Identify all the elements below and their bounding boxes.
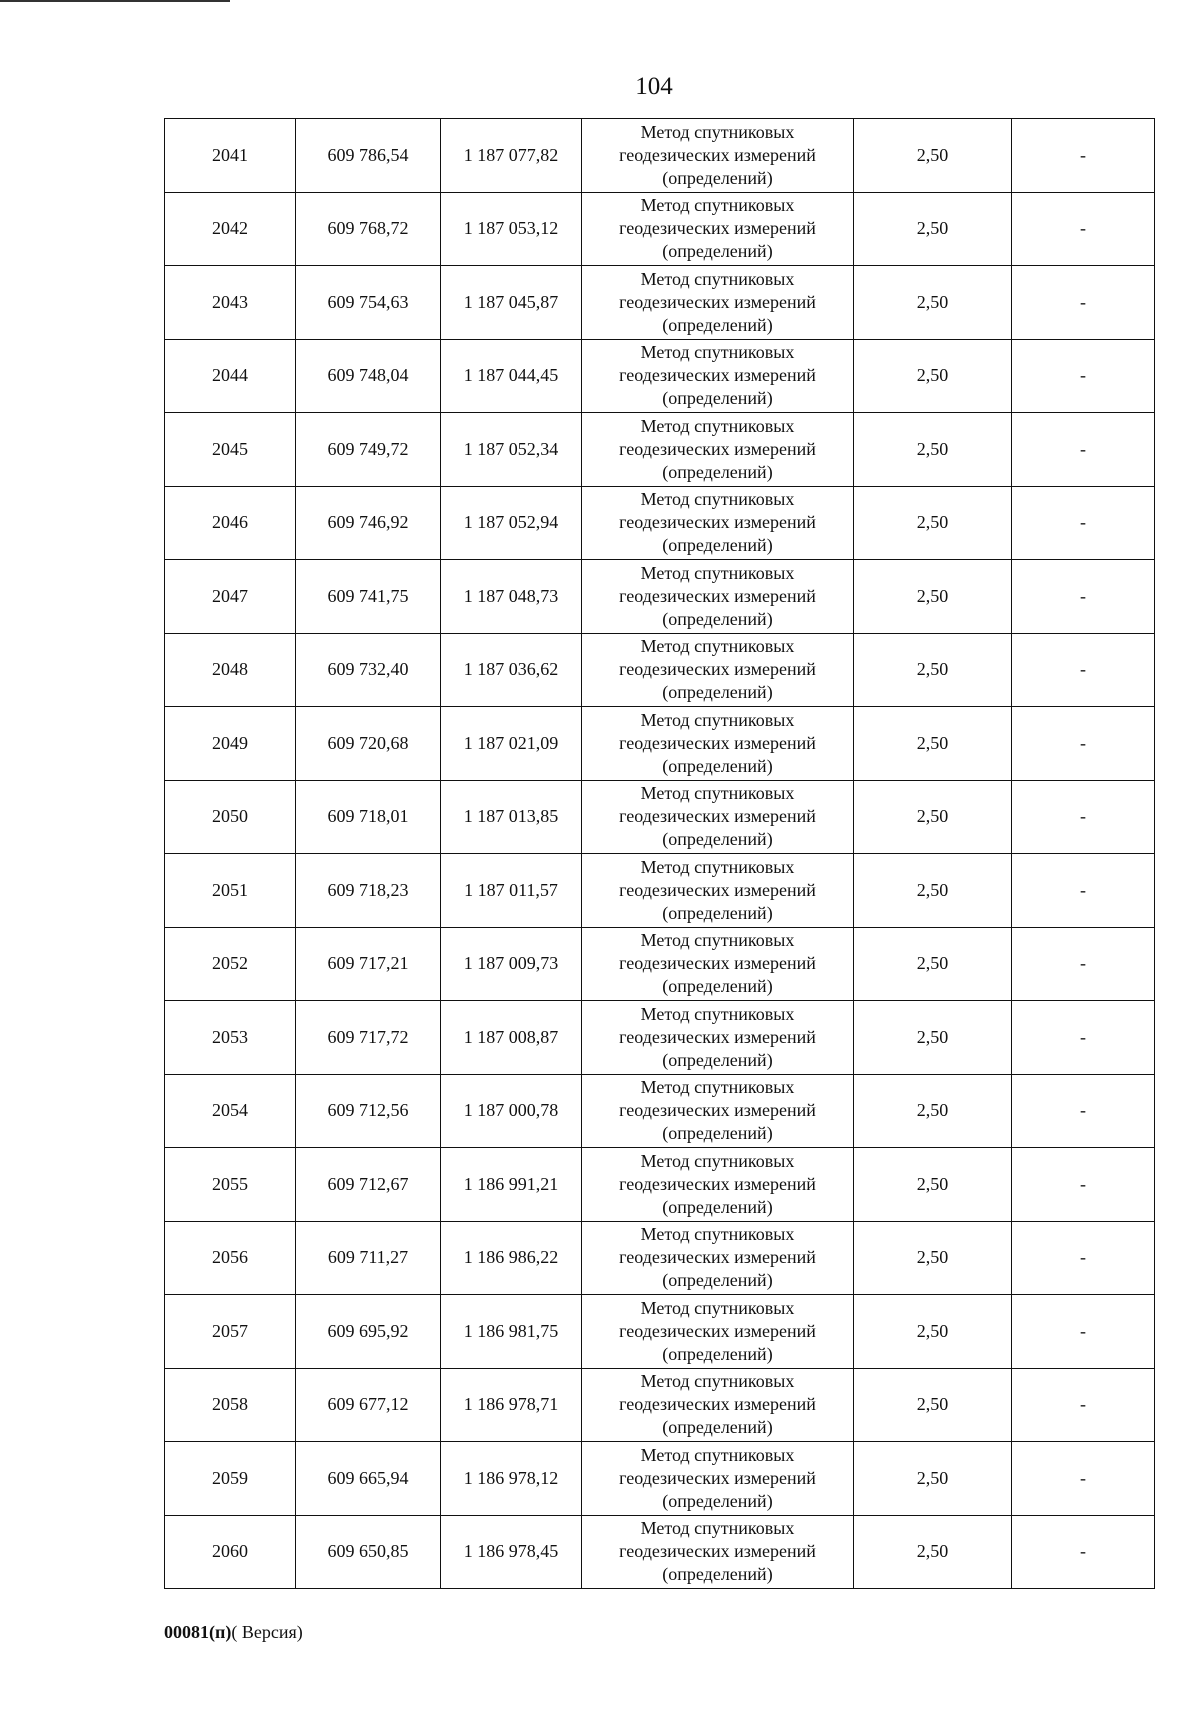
y-coordinate-cell: 1 186 981,75 bbox=[441, 1295, 582, 1369]
x-coordinate-cell: 609 746,92 bbox=[296, 486, 441, 560]
method-line: геодезических измерений bbox=[619, 1320, 816, 1341]
y-coordinate-cell: 1 187 077,82 bbox=[441, 119, 582, 193]
method-cell bbox=[582, 1001, 854, 1075]
description-cell: - bbox=[1012, 1368, 1155, 1442]
x-coordinate-cell: 609 718,23 bbox=[296, 854, 441, 928]
method-cell bbox=[582, 927, 854, 1001]
point-number-cell: 2054 bbox=[165, 1074, 296, 1148]
method-cell bbox=[582, 1074, 854, 1148]
method-cell bbox=[582, 560, 854, 634]
method-line: геодезических измерений bbox=[619, 1247, 816, 1268]
point-number-cell: 2051 bbox=[165, 854, 296, 928]
point-number-cell: 2060 bbox=[165, 1515, 296, 1589]
method-line: геодезических измерений bbox=[619, 1467, 816, 1488]
accuracy-cell: 2,50 bbox=[854, 1442, 1012, 1516]
table-row bbox=[165, 192, 1155, 266]
method-line: Метод спутниковых bbox=[640, 1444, 795, 1465]
description-cell: - bbox=[1012, 1148, 1155, 1222]
accuracy-cell: 2,50 bbox=[854, 266, 1012, 340]
method-line: геодезических измерений bbox=[619, 291, 816, 312]
method-line: (определений) bbox=[662, 314, 773, 335]
method-line: (определений) bbox=[662, 1417, 773, 1438]
method-line: (определений) bbox=[662, 1123, 773, 1144]
x-coordinate-cell: 609 677,12 bbox=[296, 1368, 441, 1442]
description-cell: - bbox=[1012, 192, 1155, 266]
point-number-cell: 2058 bbox=[165, 1368, 296, 1442]
y-coordinate-cell: 1 186 978,45 bbox=[441, 1515, 582, 1589]
accuracy-cell: 2,50 bbox=[854, 1515, 1012, 1589]
description-cell: - bbox=[1012, 413, 1155, 487]
method-cell bbox=[582, 1221, 854, 1295]
method-line: геодезических измерений bbox=[619, 1394, 816, 1415]
table-row bbox=[165, 780, 1155, 854]
accuracy-cell: 2,50 bbox=[854, 1148, 1012, 1222]
method-line: (определений) bbox=[662, 1564, 773, 1585]
method-line: Метод спутниковых bbox=[640, 1224, 795, 1245]
description-cell: - bbox=[1012, 1442, 1155, 1516]
point-number-cell: 2046 bbox=[165, 486, 296, 560]
document-version: ( Версия) bbox=[231, 1622, 303, 1642]
description-cell: - bbox=[1012, 486, 1155, 560]
document-code: 00081(п) bbox=[164, 1622, 232, 1642]
description-cell: - bbox=[1012, 707, 1155, 781]
method-line: Метод спутниковых bbox=[640, 856, 795, 877]
method-line: (определений) bbox=[662, 167, 773, 188]
y-coordinate-cell: 1 187 044,45 bbox=[441, 339, 582, 413]
y-coordinate-cell: 1 187 011,57 bbox=[441, 854, 582, 928]
method-line: Метод спутниковых bbox=[640, 489, 795, 510]
description-cell: - bbox=[1012, 266, 1155, 340]
method-line: геодезических измерений bbox=[619, 1026, 816, 1047]
method-line: (определений) bbox=[662, 976, 773, 997]
x-coordinate-cell: 609 748,04 bbox=[296, 339, 441, 413]
method-line: (определений) bbox=[662, 902, 773, 923]
description-cell: - bbox=[1012, 1074, 1155, 1148]
point-number-cell: 2057 bbox=[165, 1295, 296, 1369]
table-row bbox=[165, 560, 1155, 634]
method-line: геодезических измерений bbox=[619, 953, 816, 974]
accuracy-cell: 2,50 bbox=[854, 339, 1012, 413]
table-row bbox=[165, 1148, 1155, 1222]
method-line: геодезических измерений bbox=[619, 659, 816, 680]
table-row bbox=[165, 927, 1155, 1001]
method-line: Метод спутниковых bbox=[640, 268, 795, 289]
table-row bbox=[165, 1221, 1155, 1295]
method-line: Метод спутниковых bbox=[640, 415, 795, 436]
x-coordinate-cell: 609 741,75 bbox=[296, 560, 441, 634]
method-cell bbox=[582, 854, 854, 928]
accuracy-cell: 2,50 bbox=[854, 486, 1012, 560]
method-line: Метод спутниковых bbox=[640, 342, 795, 363]
x-coordinate-cell: 609 711,27 bbox=[296, 1221, 441, 1295]
table-row bbox=[165, 633, 1155, 707]
x-coordinate-cell: 609 717,72 bbox=[296, 1001, 441, 1075]
method-line: Метод спутниковых bbox=[640, 783, 795, 804]
method-line: геодезических измерений bbox=[619, 1100, 816, 1121]
y-coordinate-cell: 1 187 009,73 bbox=[441, 927, 582, 1001]
method-cell bbox=[582, 266, 854, 340]
method-line: (определений) bbox=[662, 829, 773, 850]
coordinates-table bbox=[164, 118, 1155, 1589]
description-cell: - bbox=[1012, 1295, 1155, 1369]
y-coordinate-cell: 1 187 048,73 bbox=[441, 560, 582, 634]
x-coordinate-cell: 609 786,54 bbox=[296, 119, 441, 193]
point-number-cell: 2041 bbox=[165, 119, 296, 193]
method-cell bbox=[582, 486, 854, 560]
y-coordinate-cell: 1 187 045,87 bbox=[441, 266, 582, 340]
accuracy-cell: 2,50 bbox=[854, 707, 1012, 781]
method-line: геодезических измерений bbox=[619, 806, 816, 827]
x-coordinate-cell: 609 717,21 bbox=[296, 927, 441, 1001]
method-cell bbox=[582, 1368, 854, 1442]
accuracy-cell: 2,50 bbox=[854, 1295, 1012, 1369]
method-line: геодезических измерений bbox=[619, 438, 816, 459]
y-coordinate-cell: 1 186 978,71 bbox=[441, 1368, 582, 1442]
method-cell bbox=[582, 413, 854, 487]
point-number-cell: 2055 bbox=[165, 1148, 296, 1222]
y-coordinate-cell: 1 186 991,21 bbox=[441, 1148, 582, 1222]
method-line: Метод спутниковых bbox=[640, 1297, 795, 1318]
method-line: Метод спутниковых bbox=[640, 1150, 795, 1171]
method-cell bbox=[582, 339, 854, 413]
method-line: геодезических измерений bbox=[619, 585, 816, 606]
y-coordinate-cell: 1 187 000,78 bbox=[441, 1074, 582, 1148]
method-line: геодезических измерений bbox=[619, 1173, 816, 1194]
document-footer bbox=[164, 1620, 303, 1644]
method-line: Метод спутниковых bbox=[640, 636, 795, 657]
point-number-cell: 2050 bbox=[165, 780, 296, 854]
x-coordinate-cell: 609 754,63 bbox=[296, 266, 441, 340]
method-line: Метод спутниковых bbox=[640, 1371, 795, 1392]
x-coordinate-cell: 609 732,40 bbox=[296, 633, 441, 707]
y-coordinate-cell: 1 187 053,12 bbox=[441, 192, 582, 266]
y-coordinate-cell: 1 187 021,09 bbox=[441, 707, 582, 781]
point-number-cell: 2044 bbox=[165, 339, 296, 413]
method-line: геодезических измерений bbox=[619, 218, 816, 239]
method-cell bbox=[582, 119, 854, 193]
point-number-cell: 2045 bbox=[165, 413, 296, 487]
method-line: (определений) bbox=[662, 608, 773, 629]
point-number-cell: 2052 bbox=[165, 927, 296, 1001]
table-row bbox=[165, 1001, 1155, 1075]
x-coordinate-cell: 609 712,56 bbox=[296, 1074, 441, 1148]
method-line: (определений) bbox=[662, 241, 773, 262]
description-cell: - bbox=[1012, 1221, 1155, 1295]
table-row bbox=[165, 119, 1155, 193]
method-line: геодезических измерений bbox=[619, 512, 816, 533]
coordinates-table-body bbox=[165, 119, 1155, 1589]
method-line: (определений) bbox=[662, 461, 773, 482]
method-line: Метод спутниковых bbox=[640, 1077, 795, 1098]
top-rule bbox=[0, 0, 230, 2]
method-line: Метод спутниковых bbox=[640, 709, 795, 730]
point-number-cell: 2056 bbox=[165, 1221, 296, 1295]
accuracy-cell: 2,50 bbox=[854, 560, 1012, 634]
accuracy-cell: 2,50 bbox=[854, 1368, 1012, 1442]
method-line: Метод спутниковых bbox=[640, 195, 795, 216]
method-cell bbox=[582, 1295, 854, 1369]
table-row bbox=[165, 1074, 1155, 1148]
method-line: геодезических измерений bbox=[619, 732, 816, 753]
method-cell bbox=[582, 192, 854, 266]
method-line: геодезических измерений bbox=[619, 879, 816, 900]
method-line: (определений) bbox=[662, 1270, 773, 1291]
method-line: Метод спутниковых bbox=[640, 562, 795, 583]
table-row bbox=[165, 1515, 1155, 1589]
point-number-cell: 2049 bbox=[165, 707, 296, 781]
x-coordinate-cell: 609 768,72 bbox=[296, 192, 441, 266]
y-coordinate-cell: 1 187 013,85 bbox=[441, 780, 582, 854]
y-coordinate-cell: 1 187 052,34 bbox=[441, 413, 582, 487]
point-number-cell: 2047 bbox=[165, 560, 296, 634]
method-line: Метод спутниковых bbox=[640, 1003, 795, 1024]
description-cell: - bbox=[1012, 1515, 1155, 1589]
table-row bbox=[165, 486, 1155, 560]
table-row bbox=[165, 266, 1155, 340]
method-cell bbox=[582, 707, 854, 781]
table-row bbox=[165, 1295, 1155, 1369]
point-number-cell: 2048 bbox=[165, 633, 296, 707]
description-cell: - bbox=[1012, 780, 1155, 854]
description-cell: - bbox=[1012, 1001, 1155, 1075]
method-line: (определений) bbox=[662, 1343, 773, 1364]
point-number-cell: 2043 bbox=[165, 266, 296, 340]
table-row bbox=[165, 707, 1155, 781]
table-row bbox=[165, 854, 1155, 928]
x-coordinate-cell: 609 650,85 bbox=[296, 1515, 441, 1589]
y-coordinate-cell: 1 187 052,94 bbox=[441, 486, 582, 560]
y-coordinate-cell: 1 187 008,87 bbox=[441, 1001, 582, 1075]
method-line: (определений) bbox=[662, 1049, 773, 1070]
method-line: (определений) bbox=[662, 755, 773, 776]
accuracy-cell: 2,50 bbox=[854, 119, 1012, 193]
description-cell: - bbox=[1012, 633, 1155, 707]
table-row bbox=[165, 1442, 1155, 1516]
x-coordinate-cell: 609 718,01 bbox=[296, 780, 441, 854]
method-line: (определений) bbox=[662, 388, 773, 409]
x-coordinate-cell: 609 712,67 bbox=[296, 1148, 441, 1222]
method-line: геодезических измерений bbox=[619, 1541, 816, 1562]
y-coordinate-cell: 1 186 978,12 bbox=[441, 1442, 582, 1516]
x-coordinate-cell: 609 720,68 bbox=[296, 707, 441, 781]
method-cell bbox=[582, 1148, 854, 1222]
description-cell: - bbox=[1012, 119, 1155, 193]
y-coordinate-cell: 1 186 986,22 bbox=[441, 1221, 582, 1295]
method-cell bbox=[582, 780, 854, 854]
method-line: Метод спутниковых bbox=[640, 1518, 795, 1539]
method-line: Метод спутниковых bbox=[640, 121, 795, 142]
accuracy-cell: 2,50 bbox=[854, 780, 1012, 854]
page-number: 104 bbox=[635, 73, 673, 100]
accuracy-cell: 2,50 bbox=[854, 1074, 1012, 1148]
method-line: геодезических измерений bbox=[619, 365, 816, 386]
table-row bbox=[165, 413, 1155, 487]
accuracy-cell: 2,50 bbox=[854, 1221, 1012, 1295]
y-coordinate-cell: 1 187 036,62 bbox=[441, 633, 582, 707]
accuracy-cell: 2,50 bbox=[854, 633, 1012, 707]
method-line: (определений) bbox=[662, 535, 773, 556]
point-number-cell: 2059 bbox=[165, 1442, 296, 1516]
description-cell: - bbox=[1012, 339, 1155, 413]
description-cell: - bbox=[1012, 560, 1155, 634]
x-coordinate-cell: 609 665,94 bbox=[296, 1442, 441, 1516]
accuracy-cell: 2,50 bbox=[854, 854, 1012, 928]
accuracy-cell: 2,50 bbox=[854, 927, 1012, 1001]
table-row bbox=[165, 339, 1155, 413]
method-line: Метод спутниковых bbox=[640, 930, 795, 951]
x-coordinate-cell: 609 695,92 bbox=[296, 1295, 441, 1369]
point-number-cell: 2042 bbox=[165, 192, 296, 266]
table-row bbox=[165, 1368, 1155, 1442]
method-line: геодезических измерений bbox=[619, 144, 816, 165]
method-line: (определений) bbox=[662, 1490, 773, 1511]
method-line: (определений) bbox=[662, 682, 773, 703]
method-line: (определений) bbox=[662, 1196, 773, 1217]
method-cell bbox=[582, 633, 854, 707]
method-cell bbox=[582, 1515, 854, 1589]
point-number-cell: 2053 bbox=[165, 1001, 296, 1075]
method-cell bbox=[582, 1442, 854, 1516]
accuracy-cell: 2,50 bbox=[854, 1001, 1012, 1075]
x-coordinate-cell: 609 749,72 bbox=[296, 413, 441, 487]
accuracy-cell: 2,50 bbox=[854, 413, 1012, 487]
accuracy-cell: 2,50 bbox=[854, 192, 1012, 266]
description-cell: - bbox=[1012, 854, 1155, 928]
description-cell: - bbox=[1012, 927, 1155, 1001]
